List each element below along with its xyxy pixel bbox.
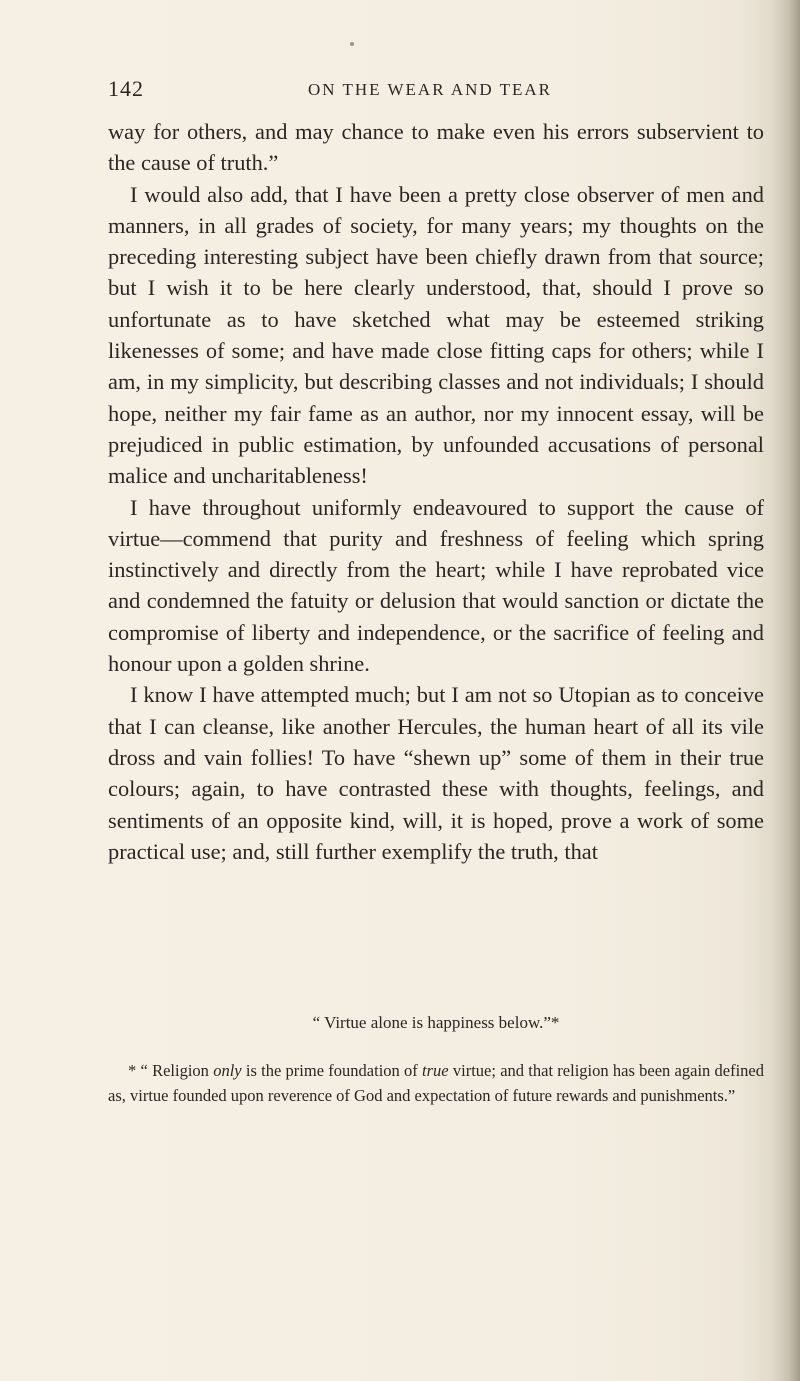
paragraph-utopian: I know I have attempted much; but I am not so Utopian as to conceive that I can cleanse, like another Hercules, the human heart of all its vile dross and vain follies! To have “shewn up” some of them in their true colours; again, to have contrasted these with thoughts, feelings, and sentiments of an opposite kind, will, it is hoped, prove a work of some practical use; and, still further exemplify the truth, that <box>108 682 764 864</box>
paragraph-virtue: I have throughout uniformly endeavoured to support the cause of virtue—commend that purity and freshness of feeling which spring instinctively and directly from the heart; while I have reprobated vice and condemned the fatuity or delusion that would sanction or dictate the compromise of liberty and independence, or the sacrifice of feeling and honour upon a golden shrine. <box>108 494 764 677</box>
footnote-emphasis-true: true <box>422 1061 449 1080</box>
paragraph-continuation: way for others, and may chance to make even his errors subservient to the cause of truth.” <box>108 119 764 176</box>
footnote-text-1: “ Religion <box>140 1061 214 1080</box>
footnote <box>108 1058 764 1108</box>
footnote-emphasis-only: only <box>213 1061 242 1080</box>
running-title: ON THE WEAR AND TEAR <box>308 80 552 99</box>
epigraph-quote: “ Virtue alone is happiness below.”* <box>312 1013 560 1032</box>
footnote-text-3: virtue; and that religion has been again defined as, virtue founded upon reverence of God and expectation of future rewards and punishments.” <box>108 1061 765 1105</box>
ink-speck <box>350 42 354 46</box>
page-edge-shadow <box>772 0 800 1381</box>
footnote-marker: * <box>128 1061 137 1080</box>
page-number: 142 <box>108 76 144 101</box>
footnote-text-2: is the prime foundation of <box>241 1061 423 1080</box>
body-text <box>108 116 764 867</box>
page-header <box>108 76 768 106</box>
paragraph-observer: I would also add, that I have been a pretty close observer of men and manners, in all grades of society, for many years; my thoughts on the preceding interesting subject have been chiefly drawn from that source; but I wish it to be here clearly understood, that, should I prove so unfortunate as to have sketched what may be esteemed striking likenesses of some; and have made close fitting caps for others; while I am, in my simplicity, but describing classes and not individuals; I should hope, neither my fair fame as an author, nor my innocent essay, will be prejudiced in public estimation, by unfounded accusations of personal malice and uncharitableness! <box>108 181 764 489</box>
